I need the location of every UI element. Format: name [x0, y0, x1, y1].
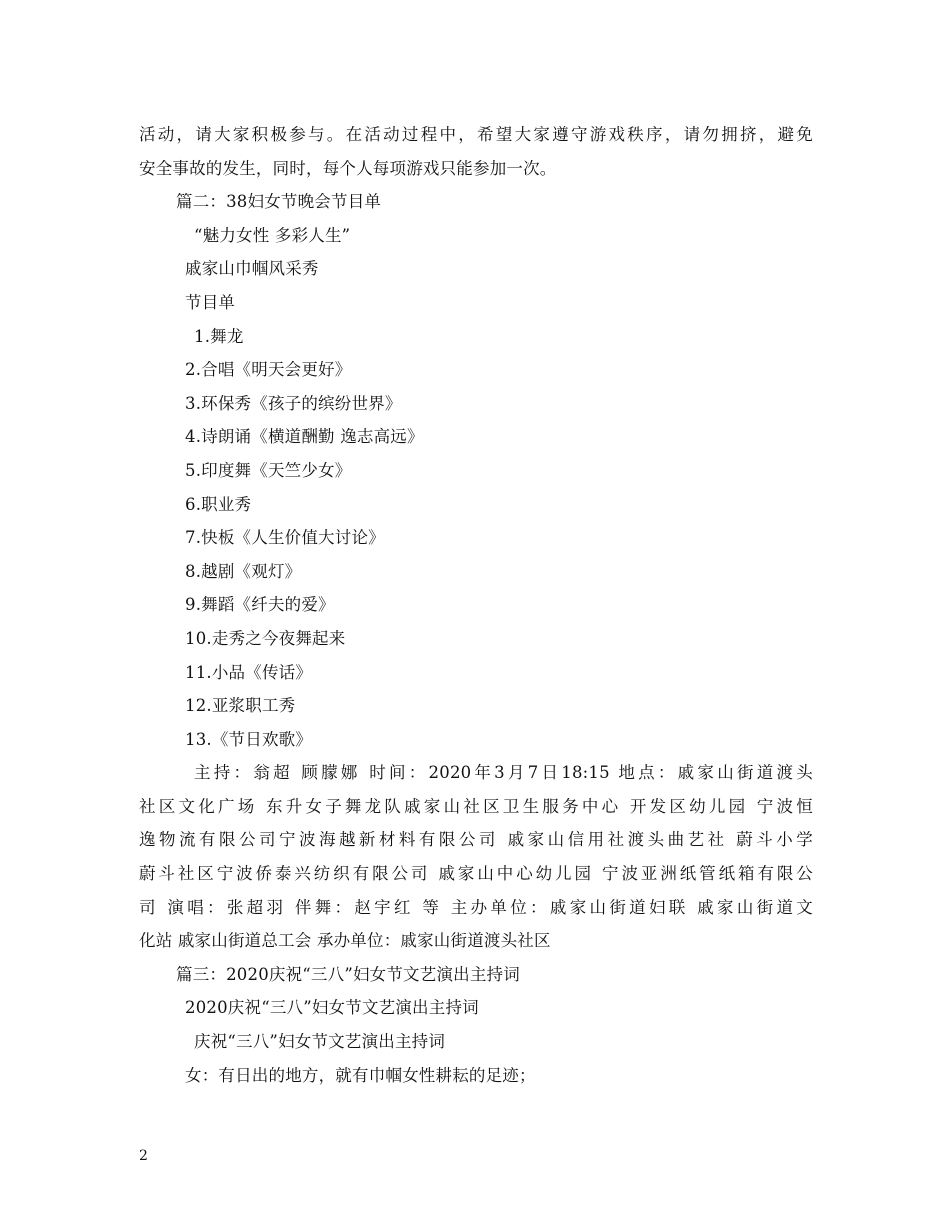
program-item: 2.合唱《明天会更好》 [185, 360, 352, 380]
event-details-line: 社区文化广场 东升女子舞龙队戚家山社区卫生服务中心 开发区幼儿园 宁波恒 [139, 796, 813, 816]
program-item: 12.亚浆职工秀 [185, 696, 296, 716]
program-item: 7.快板《人生价值大讨论》 [185, 528, 385, 548]
page-number: 2 [139, 1148, 148, 1164]
intro-line-2: 安全事故的发生，同时，每个人每项游戏只能参加一次。 [139, 158, 557, 178]
event-details-line: 逸物流有限公司宁波海越新材料有限公司 戚家山信用社渡头曲艺社 蔚斗小学 [139, 830, 813, 850]
section-3-title: 2020庆祝“三八”妇女节文艺演出主持词 [185, 998, 479, 1018]
program-item: 10.走秀之今夜舞起来 [185, 628, 346, 648]
section-3-heading: 篇三：2020庆祝“三八”妇女节文艺演出主持词 [176, 964, 520, 984]
program-item: 3.环保秀《孩子的缤纷世界》 [185, 393, 402, 413]
document-body [139, 118, 813, 1092]
program-item: 1.舞龙 [194, 326, 244, 346]
event-details-line: 蔚斗社区宁波侨泰兴纺织有限公司 戚家山中心幼儿园 宁波亚洲纸管纸箱有限公 [139, 864, 813, 884]
program-item: 5.印度舞《天竺少女》 [185, 460, 352, 480]
program-item: 4.诗朗诵《横道酬勤 逸志高远》 [185, 427, 424, 447]
host-line: 女：有日出的地方，就有巾帼女性耕耘的足迹； [185, 1065, 536, 1085]
event-details-line: 司 演唱：张超羽 伴舞：赵宇红 等 主办单位：戚家山街道妇联 戚家山街道文 [139, 897, 813, 917]
section-2-subtitle: 戚家山巾帼风采秀 [185, 259, 319, 279]
event-details-line: 主持：翁超 顾朦娜 时间：2020年3月7日18:15 地点：戚家山街道渡头 [194, 763, 813, 783]
program-item: 9.舞蹈《纤夫的爱》 [185, 595, 335, 615]
program-item: 11.小品《传话》 [185, 662, 313, 682]
program-item: 13.《节日欢歌》 [185, 729, 313, 749]
section-2-heading: 篇二：38妇女节晚会节目单 [176, 192, 382, 212]
section-3-subtitle: 庆祝“三八”妇女节文艺演出主持词 [194, 1032, 446, 1052]
section-2-theme: “魅力女性 多彩人生” [194, 225, 351, 245]
program-item: 8.越剧《观灯》 [185, 561, 302, 581]
intro-line-1: 活动，请大家积极参与。在活动过程中，希望大家遵守游戏秩序，请勿拥挤，避免 [139, 125, 813, 144]
program-list-title: 节目单 [185, 292, 236, 312]
program-item: 6.职业秀 [185, 494, 252, 514]
event-details-line: 化站 戚家山街道总工会 承办单位：戚家山街道渡头社区 [139, 931, 551, 951]
